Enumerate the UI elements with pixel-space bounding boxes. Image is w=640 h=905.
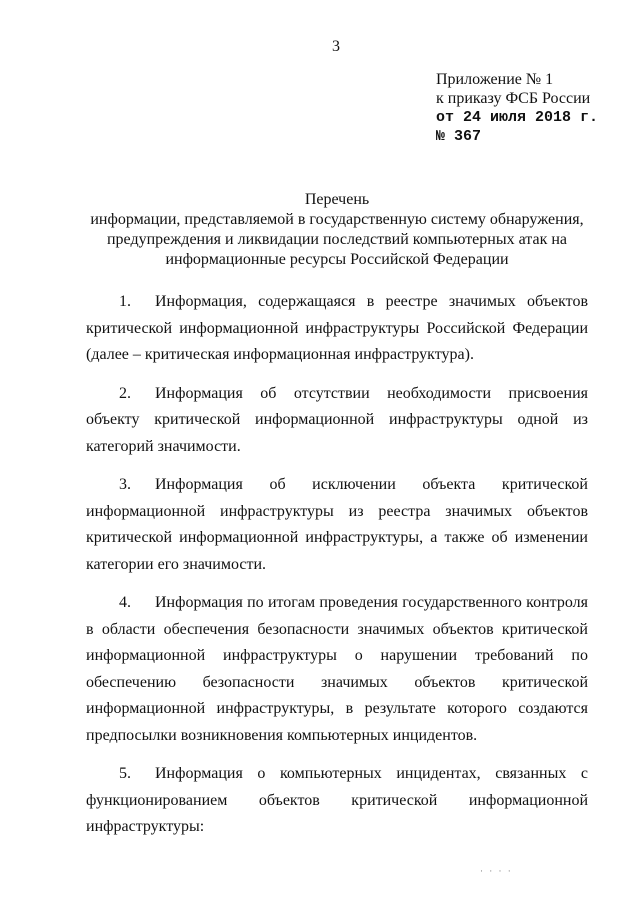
item-text: Информация по итогам проведения государственного контроля в области обеспечения безопасности значимых объектов критической информационной инфраструктуры о нарушении требований по обеспечению безопасности значимых объектов критической информационной инфраструктуры, в результате которого создаются предпосылки возникновения компьютерных инцидентов. [86,594,588,744]
item-text: Информация об исключении объекта критической информационной инфраструктуры из реестра значимых объектов критической информационной инфраструктуры, а также об изменении категории его значимости. [86,476,588,573]
title-line-2: предупреждения и ликвидации последствий компьютерных атак на [106,231,568,248]
item-number: 5. [119,765,131,782]
list-item [86,590,588,749]
item-number: 3. [119,476,131,493]
appendix-block [436,70,598,146]
list-item [86,381,588,461]
item-number: 2. [119,384,131,402]
title-heading: Перечень [304,191,370,208]
document-body [86,289,588,841]
item-number: 4. [119,594,131,611]
item-text: Информация о компьютерных инцидентах, связанных с функционированием объектов критической информационной инфраструктуры: [86,765,588,835]
title-line-3: информационные ресурсы Российской Федерации [165,251,509,268]
list-item [86,289,588,369]
title-line-1: информации, представляемой в государственную систему обнаружения, [90,211,584,228]
appendix-date: от 24 июля 2018 г. [436,109,599,126]
document-title [90,190,584,270]
item-text: Информация об отсутствии необходимости присвоения объекту критической информационной инфраструктуры одной из категорий значимости. [86,384,588,455]
appendix-number: № 367 [436,128,482,145]
list-item [86,472,588,578]
item-text: Информация, содержащаяся в реестре значимых объектов критической информационной инфраструктуры Российской Федерации (далее – критическая информационная инфраструктура). [86,293,588,363]
appendix-title: Приложение № 1 [436,71,554,88]
page-number: 3 [332,38,340,55]
scan-artifact: · · · · [480,866,513,876]
appendix-order-ref: к приказу ФСБ России [436,90,591,107]
list-item [86,761,588,841]
item-number: 1. [119,293,131,310]
